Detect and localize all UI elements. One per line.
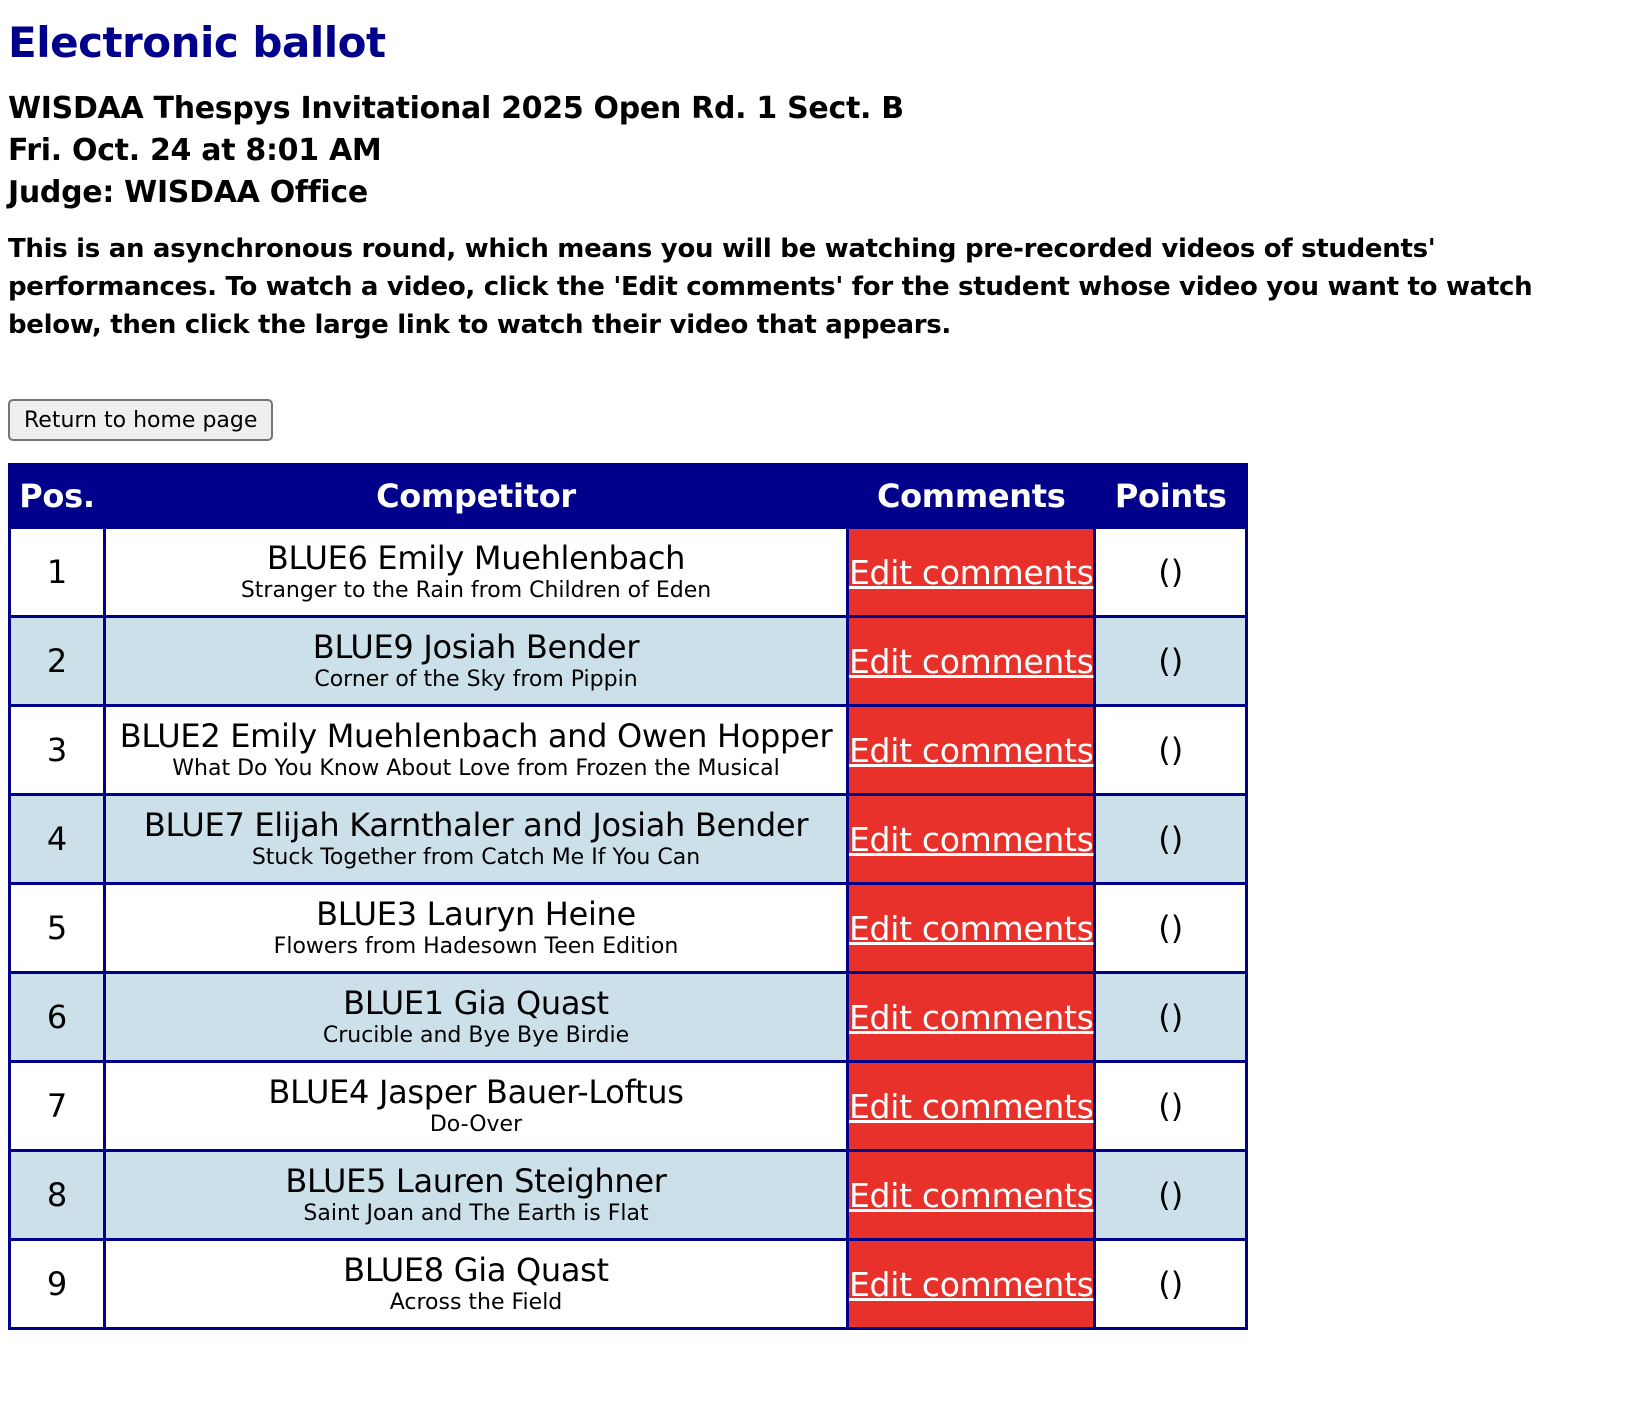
comments-cell [849, 1241, 1093, 1327]
page-title: Electronic ballot [8, 18, 386, 67]
judge-name: Judge: WISDAA Office [8, 175, 368, 210]
competitor-piece: Stranger to the Rain from Children of Eden [240, 578, 712, 603]
edit-comments-link[interactable]: Edit comments [849, 1086, 1094, 1126]
row-position: 8 [11, 1152, 103, 1238]
edit-comments-link[interactable]: Edit comments [849, 641, 1094, 681]
edit-comments-link[interactable]: Edit comments [849, 1175, 1094, 1215]
round-name: WISDAA Thespys Invitational 2025 Open Rd. 1 Sect. B [8, 91, 904, 126]
points-cell: () [1096, 707, 1245, 793]
row-position: 7 [11, 1063, 103, 1149]
comments-cell [849, 618, 1093, 704]
competitor-piece: Do-Over [429, 1112, 523, 1137]
points-cell: () [1096, 885, 1245, 971]
points-cell: () [1096, 618, 1245, 704]
points-cell: () [1096, 1063, 1245, 1149]
competitor-piece: What Do You Know About Love from Frozen the Musical [172, 756, 780, 781]
competitor-name: BLUE9 Josiah Bender [312, 628, 640, 666]
comments-cell [849, 885, 1093, 971]
ballot-table [8, 463, 1248, 1330]
table-row [11, 1063, 1245, 1149]
table-row [11, 1241, 1245, 1327]
competitor-cell [106, 1063, 846, 1149]
header-points: Points [1096, 466, 1245, 526]
competitor-name: BLUE1 Gia Quast [343, 984, 609, 1022]
row-position: 6 [11, 974, 103, 1060]
round-info [8, 88, 1634, 214]
points-cell: () [1096, 1241, 1245, 1327]
points-cell: () [1096, 1152, 1245, 1238]
row-position: 4 [11, 796, 103, 882]
row-position: 2 [11, 618, 103, 704]
competitor-name: BLUE2 Emily Muehlenbach and Owen Hopper [119, 717, 833, 755]
competitor-cell [106, 974, 846, 1060]
edit-comments-link[interactable]: Edit comments [849, 819, 1094, 859]
competitor-cell [106, 796, 846, 882]
table-row [11, 796, 1245, 882]
points-cell: () [1096, 529, 1245, 615]
comments-cell [849, 529, 1093, 615]
competitor-name: BLUE5 Lauren Steighner [285, 1162, 667, 1200]
competitor-piece: Flowers from Hadesown Teen Edition [273, 934, 679, 959]
competitor-piece: Corner of the Sky from Pippin [314, 667, 638, 692]
async-instructions: This is an asynchronous round, which means you will be watching pre-recorded videos of students' performances. To watch a video, click the 'Edit comments' for the student whose video you want to watch below, then click the large link to watch their video that appears. [8, 234, 1533, 340]
comments-cell [849, 1063, 1093, 1149]
table-header-row [11, 466, 1245, 526]
return-home-button[interactable]: Return to home page [8, 399, 273, 441]
table-row [11, 618, 1245, 704]
comments-cell [849, 796, 1093, 882]
competitor-cell [106, 1152, 846, 1238]
header-comments: Comments [849, 466, 1093, 526]
competitor-piece: Stuck Together from Catch Me If You Can [251, 845, 701, 870]
competitor-name: BLUE6 Emily Muehlenbach [266, 539, 686, 577]
edit-comments-link[interactable]: Edit comments [849, 552, 1094, 592]
points-cell: () [1096, 796, 1245, 882]
competitor-cell [106, 618, 846, 704]
table-body [11, 529, 1245, 1327]
competitor-cell [106, 707, 846, 793]
comments-cell [849, 707, 1093, 793]
competitor-piece: Saint Joan and The Earth is Flat [303, 1201, 649, 1226]
competitor-cell [106, 529, 846, 615]
competitor-name: BLUE4 Jasper Bauer-Loftus [268, 1073, 684, 1111]
table-row [11, 529, 1245, 615]
comments-cell [849, 1152, 1093, 1238]
header-competitor: Competitor [106, 466, 846, 526]
points-cell: () [1096, 974, 1245, 1060]
row-position: 1 [11, 529, 103, 615]
round-datetime: Fri. Oct. 24 at 8:01 AM [8, 133, 382, 168]
comments-cell [849, 974, 1093, 1060]
edit-comments-link[interactable]: Edit comments [849, 730, 1094, 770]
table-row [11, 885, 1245, 971]
competitor-name: BLUE3 Lauryn Heine [316, 895, 636, 933]
competitor-piece: Across the Field [389, 1290, 563, 1315]
competitor-cell [106, 1241, 846, 1327]
row-position: 9 [11, 1241, 103, 1327]
competitor-name: BLUE8 Gia Quast [343, 1251, 609, 1289]
competitor-cell [106, 885, 846, 971]
row-position: 3 [11, 707, 103, 793]
table-row [11, 974, 1245, 1060]
edit-comments-link[interactable]: Edit comments [849, 997, 1094, 1037]
edit-comments-link[interactable]: Edit comments [849, 908, 1094, 948]
competitor-piece: Crucible and Bye Bye Birdie [322, 1023, 630, 1048]
competitor-name: BLUE7 Elijah Karnthaler and Josiah Bender [143, 806, 809, 844]
edit-comments-link[interactable]: Edit comments [849, 1264, 1094, 1304]
header-pos: Pos. [11, 466, 103, 526]
table-row [11, 707, 1245, 793]
row-position: 5 [11, 885, 103, 971]
table-row [11, 1152, 1245, 1238]
